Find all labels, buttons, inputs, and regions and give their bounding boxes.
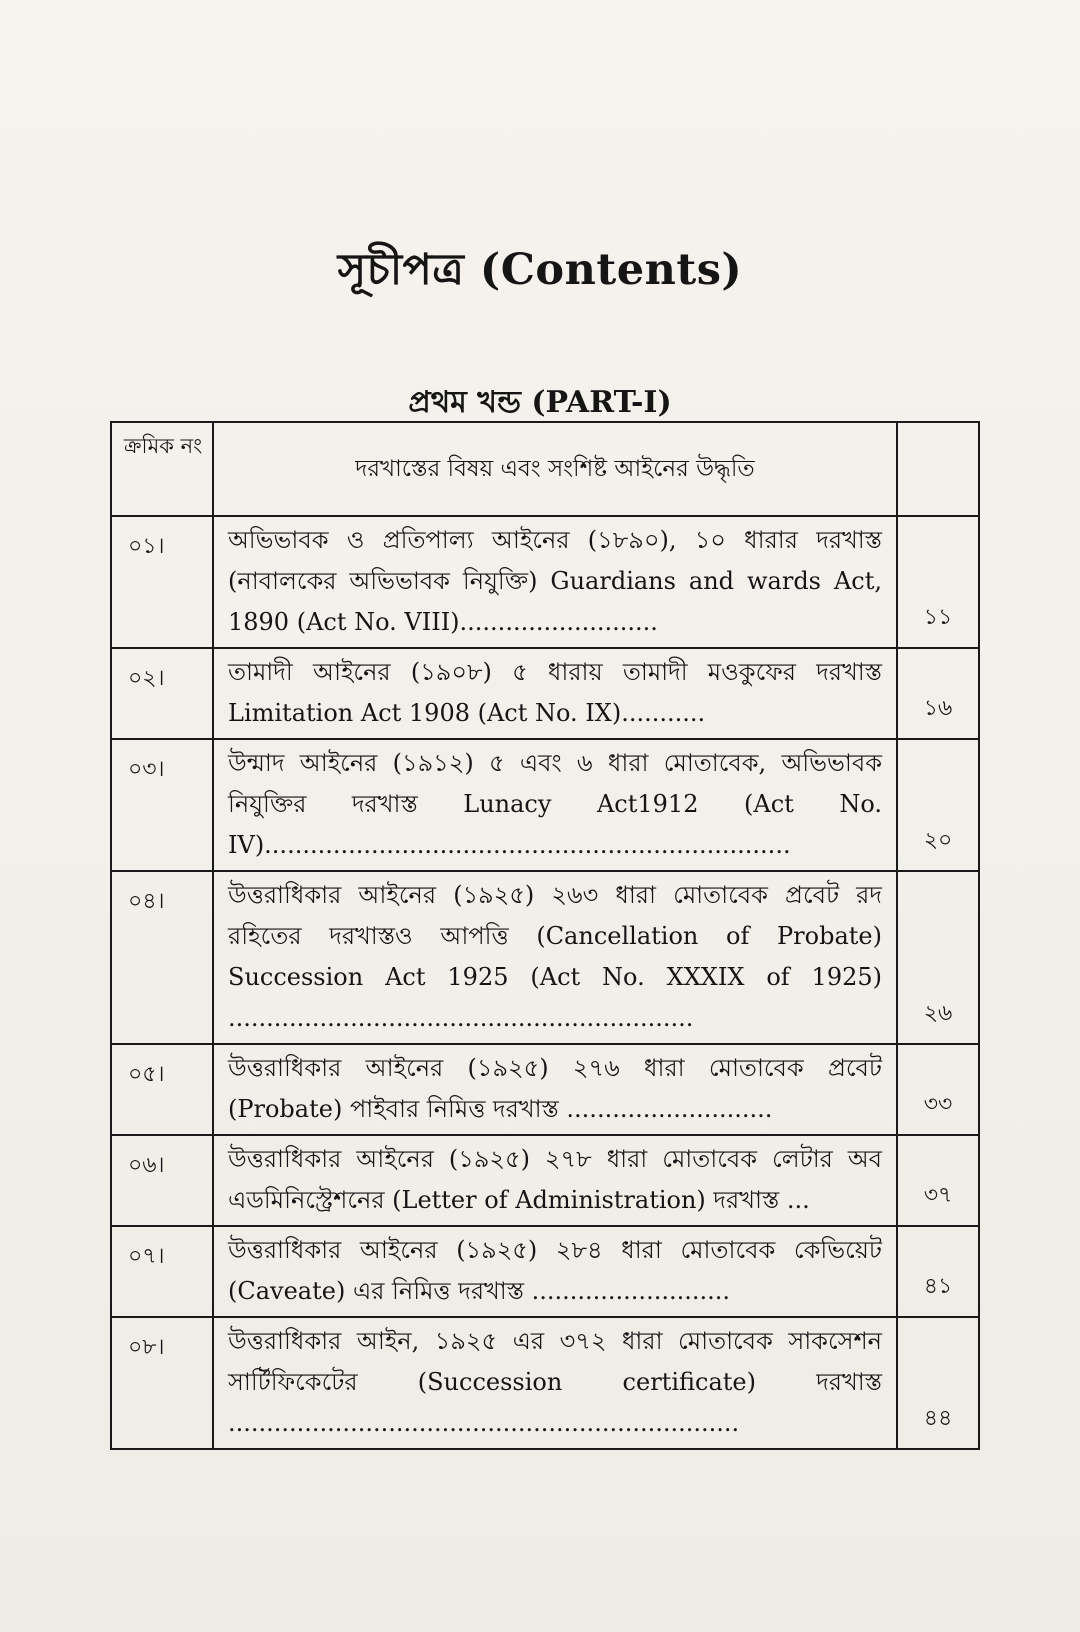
row-page: ২০ bbox=[897, 739, 979, 871]
table-row bbox=[111, 648, 979, 739]
header-page bbox=[897, 422, 979, 516]
header-serial: ক্রমিক নং bbox=[111, 422, 213, 516]
row-description: উত্তরাধিকার আইনের (১৯২৫) ২৭৮ ধারা মোতাবেক লেটার অব এডমিনিস্ট্রেশনের (Letter of Administration) দরখাস্ত ... bbox=[213, 1135, 897, 1226]
table-row bbox=[111, 1135, 979, 1226]
row-page: ১৬ bbox=[897, 648, 979, 739]
table-row bbox=[111, 516, 979, 648]
row-serial: ০৮। bbox=[111, 1317, 213, 1449]
row-description: অভিভাবক ও প্রতিপাল্য আইনের (১৮৯০), ১০ ধারার দরখাস্ত (নাবালকের অভিভাবক নিযুক্তি) Guardians and wards Act, 1890 (Act No. VIII).......................... bbox=[213, 516, 897, 648]
row-serial: ০১। bbox=[111, 516, 213, 648]
header-subject: দরখাস্তের বিষয় এবং সংশিষ্ট আইনের উদ্ধৃতি bbox=[213, 422, 897, 516]
row-page: ২৬ bbox=[897, 871, 979, 1044]
row-page: ৩৭ bbox=[897, 1135, 979, 1226]
row-serial: ০৪। bbox=[111, 871, 213, 1044]
table-row bbox=[111, 739, 979, 871]
row-page: ৪১ bbox=[897, 1226, 979, 1317]
row-serial: ০২। bbox=[111, 648, 213, 739]
row-page: ১১ bbox=[897, 516, 979, 648]
contents-table bbox=[110, 421, 980, 1450]
row-serial: ০৫। bbox=[111, 1044, 213, 1135]
part-title: প্রথম খন্ড (PART-I) bbox=[408, 385, 672, 420]
table-row bbox=[111, 1317, 979, 1449]
row-serial: ০৭। bbox=[111, 1226, 213, 1317]
row-description: উন্মাদ আইনের (১৯১২) ৫ এবং ৬ ধারা মোতাবেক, অভিভাবক নিযুক্তির দরখাস্ত Lunacy Act1912 (Act No. IV)..................................................................... bbox=[213, 739, 897, 871]
row-description: উত্তরাধিকার আইন, ১৯২৫ এর ৩৭২ ধারা মোতাবেক সাকসেশন সার্টিফিকেটের (Succession certificate) দরখাস্ত ................................................................... bbox=[213, 1317, 897, 1449]
table-row bbox=[111, 871, 979, 1044]
row-serial: ০৩। bbox=[111, 739, 213, 871]
table-row bbox=[111, 1226, 979, 1317]
row-description: উত্তরাধিকার আইনের (১৯২৫) ২৮৪ ধারা মোতাবেক কেভিয়েট (Caveate) এর নিমিত্ত দরখাস্ত .......................... bbox=[213, 1226, 897, 1317]
row-description: তামাদী আইনের (১৯০৮) ৫ ধারায় তামাদী মওকুফের দরখাস্ত Limitation Act 1908 (Act No. IX)........... bbox=[213, 648, 897, 739]
row-description: উত্তরাধিকার আইনের (১৯২৫) ২৭৬ ধারা মোতাবেক প্রবেট (Probate) পাইবার নিমিত্ত দরখাস্ত ........................... bbox=[213, 1044, 897, 1135]
row-serial: ০৬। bbox=[111, 1135, 213, 1226]
row-description: উত্তরাধিকার আইনের (১৯২৫) ২৬৩ ধারা মোতাবেক প্রবেট রদ রহিতের দরখাস্তও আপত্তি (Cancellation of Probate) Succession Act 1925 (Act No. XXXIX of 1925) ............................................................. bbox=[213, 871, 897, 1044]
row-page: ৪৪ bbox=[897, 1317, 979, 1449]
row-page: ৩৩ bbox=[897, 1044, 979, 1135]
table-row bbox=[111, 1044, 979, 1135]
contents-title: সূচীপত্র (Contents) bbox=[337, 245, 743, 295]
table-header-row bbox=[111, 422, 979, 516]
